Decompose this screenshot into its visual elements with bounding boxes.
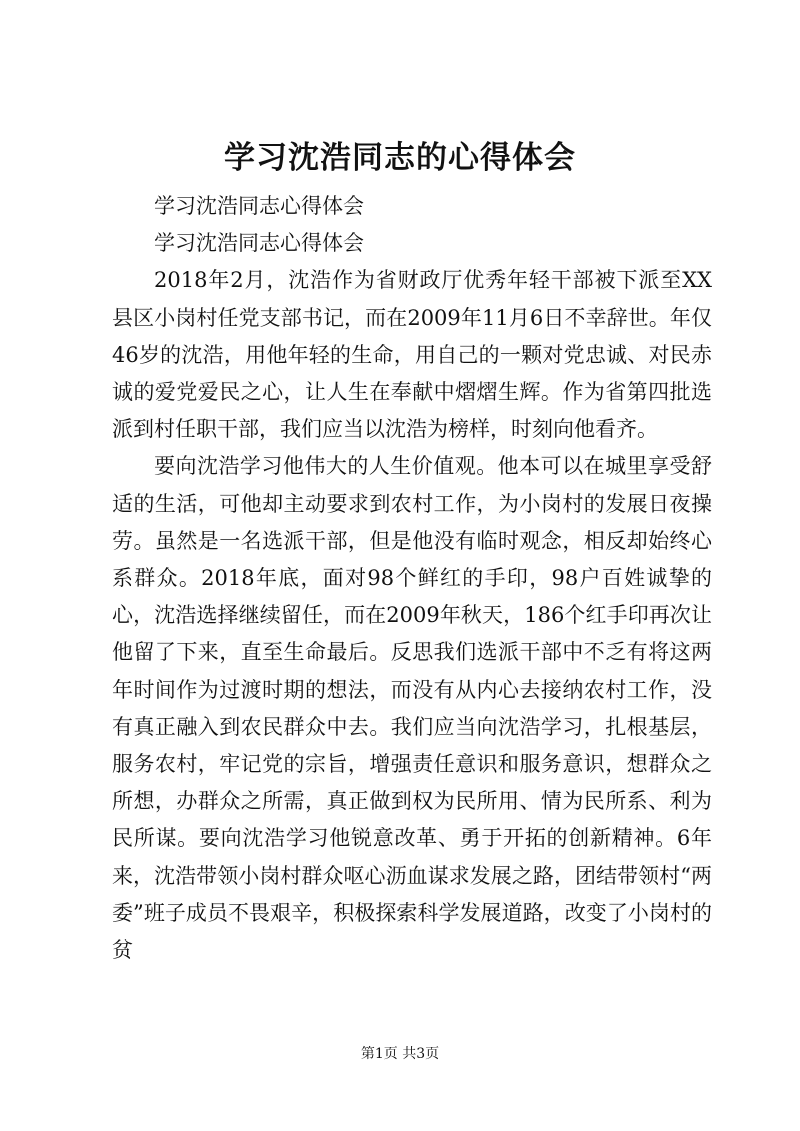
paragraph-subtitle-2: 学习沈浩同志心得体会 [154,231,364,256]
document-title: 学习沈浩同志的心得体会 [224,140,576,176]
document-body [112,188,712,969]
paragraph-subtitle-1: 学习沈浩同志心得体会 [154,194,364,218]
page-footer: 第1页 共3页 [360,1046,440,1062]
paragraph-body: 要向沈浩学习他伟大的人生价值观。他本可以在城里享受舒适的生活，可他却主动要求到农村工作，为小岗村的发展日夜操劳。虽然是一名选派干部，但是他没有临时观念，相反却始终心系群众。2018年底，面对98个鲜红的手印，98户百姓诚挚的心，沈浩选择继续留任，而在2009年秋天，186个红手印再次让他留了下来，直至生命最后。反思我们选派干部中不乏有将这两年时间作为过渡时期的想法，而没有从内心去接纳农村工作，没有真正融入到农民群众中去。我们应当向沈浩学习，扎根基层，服务农村，牢记党的宗旨，增强责任意识和服务意识，想群众之所想，办群众之所需，真正做到权为民所用、情为民所系、利为民所谋。要向沈浩学习他锐意改革、勇于开拓的创新精神。6年来，沈浩带领小岗村群众呕心沥血谋求发展之路，团结带领村“两委”班子成员不畏艰辛，积极探索科学发展道路，改变了小岗村的贫 [112,454,712,963]
paragraph-intro: 2018年2月，沈浩作为省财政厅优秀年轻干部被下派至XX县区小岗村任党支部书记，而在2009年11月6日不幸辞世。年仅46岁的沈浩，用他年轻的生命，用自己的一颗对党忠诚、对民赤诚的爱党爱民之心，让人生在奉献中熠熠生辉。作为省第四批选派到村任职干部，我们应当以沈浩为榜样，时刻向他看齐。 [112,268,712,442]
